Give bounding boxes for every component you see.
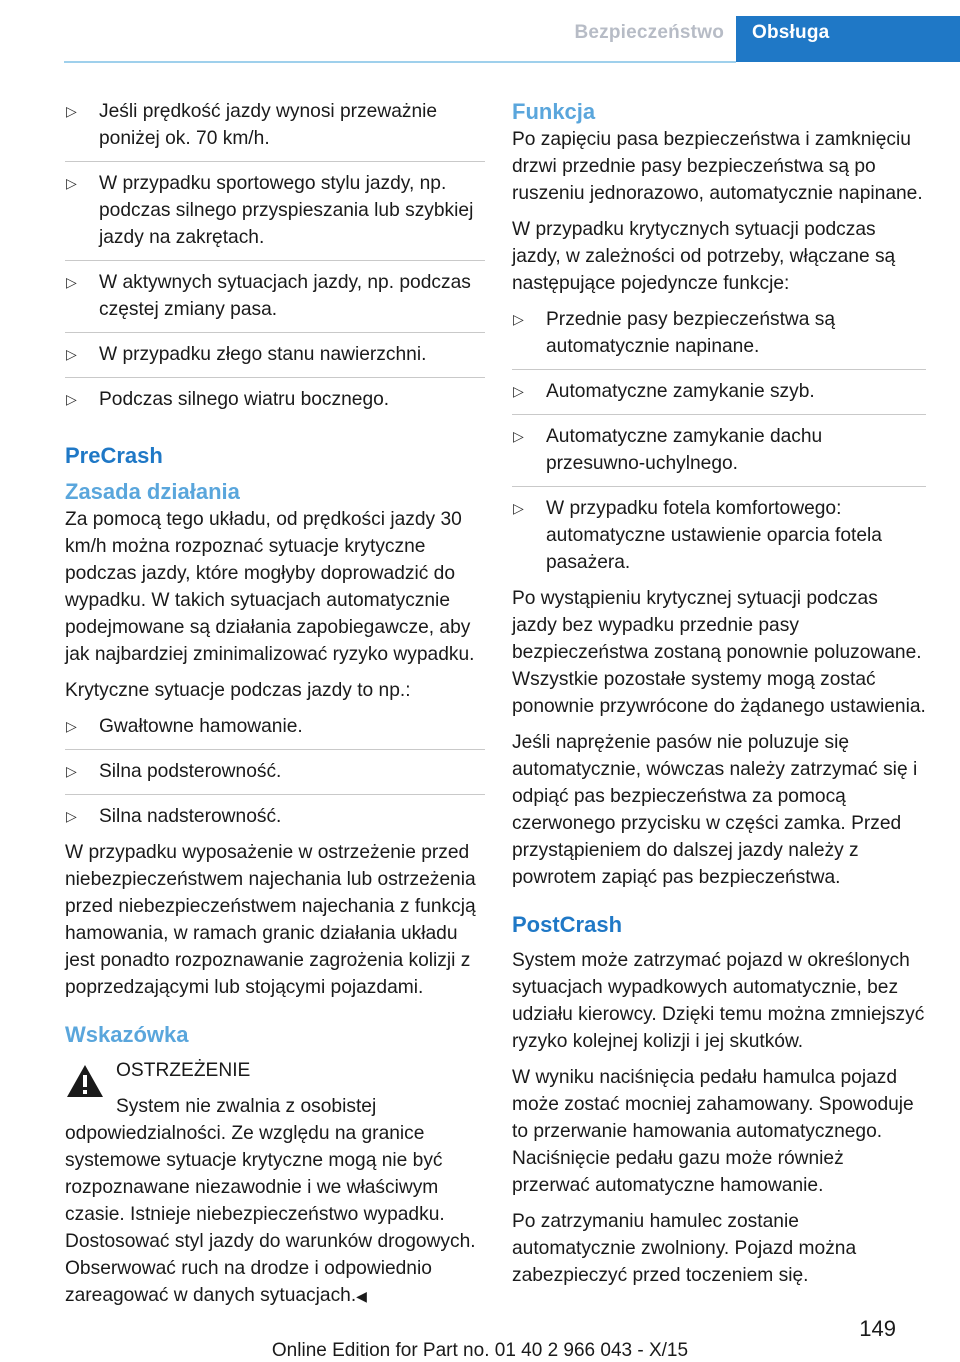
- list-item: ▷ Automatyczne zamykanie szyb.: [512, 378, 926, 415]
- triangle-right-icon: ▷: [513, 500, 524, 516]
- triangle-right-icon: ▷: [66, 718, 77, 734]
- page-number: 149: [859, 1316, 896, 1341]
- list-item: ▷ Silna nadsterowność.: [65, 803, 485, 839]
- function-heading: Funkcja: [512, 99, 596, 124]
- equipment-text: W przypadku wyposażenie w ostrzeżenie przed niebezpieczeństwem najechania lub ostrzeżenia przed niebezpieczeństwem najechania z funkcją hamowania, w ramach granic działania układu jest ponadto rozpoznawanie zagrożenia kolizji z poprzedzającymi lub stojącymi pojazdami.: [65, 842, 476, 998]
- triangle-right-icon: ▷: [513, 311, 524, 327]
- page-header: [0, 0, 960, 62]
- right-column: [512, 98, 926, 1298]
- critical-intro: Krytyczne sytuacje podczas jazdy to np.:: [65, 680, 411, 701]
- list-item: ▷ W aktywnych sytuacjach jazdy, np. podczas częstej zmiany pasa.: [65, 269, 485, 333]
- precrash-heading: PreCrash: [65, 443, 163, 468]
- triangle-right-icon: ▷: [66, 103, 77, 119]
- functions-list: [512, 306, 926, 585]
- triangle-right-icon: ▷: [66, 763, 77, 779]
- list-item: ▷ W przypadku fotela komfortowego: automatyczne ustawienie oparcia fotela pasażera.: [512, 495, 926, 585]
- list-item: ▷ W przypadku sportowego stylu jazdy, np. podczas silnego przyspieszania lub szybkiej jazdy na zakrętach.: [65, 170, 485, 261]
- function-text-1: Po zapięciu pasa bezpieczeństwa i zamknięciu drzwi przednie pasy bezpieczeństwa są po ruszeniu jednorazowo, automatycznie napinane.: [512, 129, 923, 204]
- left-column: [65, 98, 485, 1319]
- postcrash-text-2: W wyniku naciśnięcia pedału hamulca pojazd może zostać mocniej zahamowany. Spowoduje to przerwanie hamowania automatycznego. Naciśnięcie pedału gazu może również przerwać automatyczne hamowanie.: [512, 1067, 914, 1196]
- list-item: ▷ W przypadku złego stanu nawierzchni.: [65, 341, 485, 378]
- postcrash-text-3: Po zatrzymaniu hamulec zostanie automatycznie zwolniony. Pojazd można zabezpieczyć przed toczeniem się.: [512, 1211, 857, 1286]
- triangle-right-icon: ▷: [66, 391, 77, 407]
- postcrash-heading: PostCrash: [512, 912, 623, 937]
- end-mark-icon: ◀: [356, 1288, 367, 1304]
- critical-list: [65, 713, 485, 839]
- header-rule: [64, 61, 736, 63]
- list-item: ▷ Jeśli prędkość jazdy wynosi przeważnie poniżej ok. 70 km/h.: [65, 98, 485, 162]
- postcrash-text-1: System może zatrzymać pojazd w określonych sytuacjach wypadkowych automatycznie, bez udziału kierowcy. Dzięki temu można zmniejszyć ryzyko kolejnej kolizji i jej skutków.: [512, 950, 925, 1052]
- warning-triangle-icon: [65, 1063, 105, 1099]
- edition-text: Online Edition for Part no. 01 40 2 966 043 - X/15: [271, 1340, 689, 1361]
- triangle-right-icon: ▷: [66, 808, 77, 824]
- after-text-2: Jeśli naprężenie pasów nie poluzuje się automatycznie, wówczas należy zatrzymać się i odpiąć pas bezpieczeństwa za pomocą czerwonego przycisku w części zamka. Przed przystąpieniem do dalszej jazdy należy z powrotem zapiąć pas bezpieczeństwa.: [512, 732, 918, 888]
- list-item: ▷ Przednie pasy bezpieczeństwa są automatycznie napinane.: [512, 306, 926, 370]
- triangle-right-icon: ▷: [66, 346, 77, 362]
- list-item: ▷ Automatyczne zamykanie dachu przesuwno-uchylnego.: [512, 423, 926, 487]
- list-item: ▷ Gwałtowne hamowanie.: [65, 713, 485, 750]
- after-text-1: Po wystąpieniu krytycznej sytuacji podczas jazdy bez wypadku przednie pasy bezpieczeństwa zostaną ponownie poluzowane. Wszystkie pozostałe systemy mogą zostać ponownie przywrócone do żądanego ustawienia.: [512, 588, 926, 717]
- warning-text: System nie zwalnia z osobistej odpowiedzialności. Ze względu na granice systemowe sytuacje krytyczne mogą nie być rozpoznawane niezawodnie i we właściwym czasie. Istnieje niebezpieczeństwo wypadku. Dostosować styl jazdy do warunków drogowych. Obserwować ruch na drodze i odpowiednio zareagować w danych sytuacjach.◀: [65, 1096, 476, 1306]
- note-heading: Wskazówka: [65, 1022, 189, 1047]
- warning-box: [65, 1057, 485, 1310]
- list-item: ▷ Silna podsterowność.: [65, 758, 485, 795]
- conditions-list: [65, 98, 485, 422]
- warning-title: OSTRZEŻENIE: [116, 1060, 251, 1081]
- list-item: ▷ Podczas silnego wiatru bocznego.: [65, 386, 485, 422]
- principle-text: Za pomocą tego układu, od prędkości jazdy 30 km/h można rozpoznać sytuacje krytyczne podczas jazdy, które mogłyby doprowadzić do wypadku. W takich sytuacjach automatycznie podejmowane są działania zapobiegawcze, aby jak najbardziej zminimalizować ryzyko wypadku.: [65, 509, 475, 665]
- triangle-right-icon: ▷: [513, 383, 524, 399]
- function-text-2: W przypadku krytycznych sytuacji podczas jazdy, w zależności od potrzeby, włączane są następujące pojedyncze funkcje:: [512, 219, 896, 294]
- section-title: Bezpieczeństwo: [574, 22, 724, 43]
- triangle-right-icon: ▷: [513, 428, 524, 444]
- triangle-right-icon: ▷: [66, 175, 77, 191]
- chapter-tab[interactable]: Obsługa: [736, 16, 960, 62]
- triangle-right-icon: ▷: [66, 274, 77, 290]
- principle-heading: Zasada działania: [65, 479, 240, 504]
